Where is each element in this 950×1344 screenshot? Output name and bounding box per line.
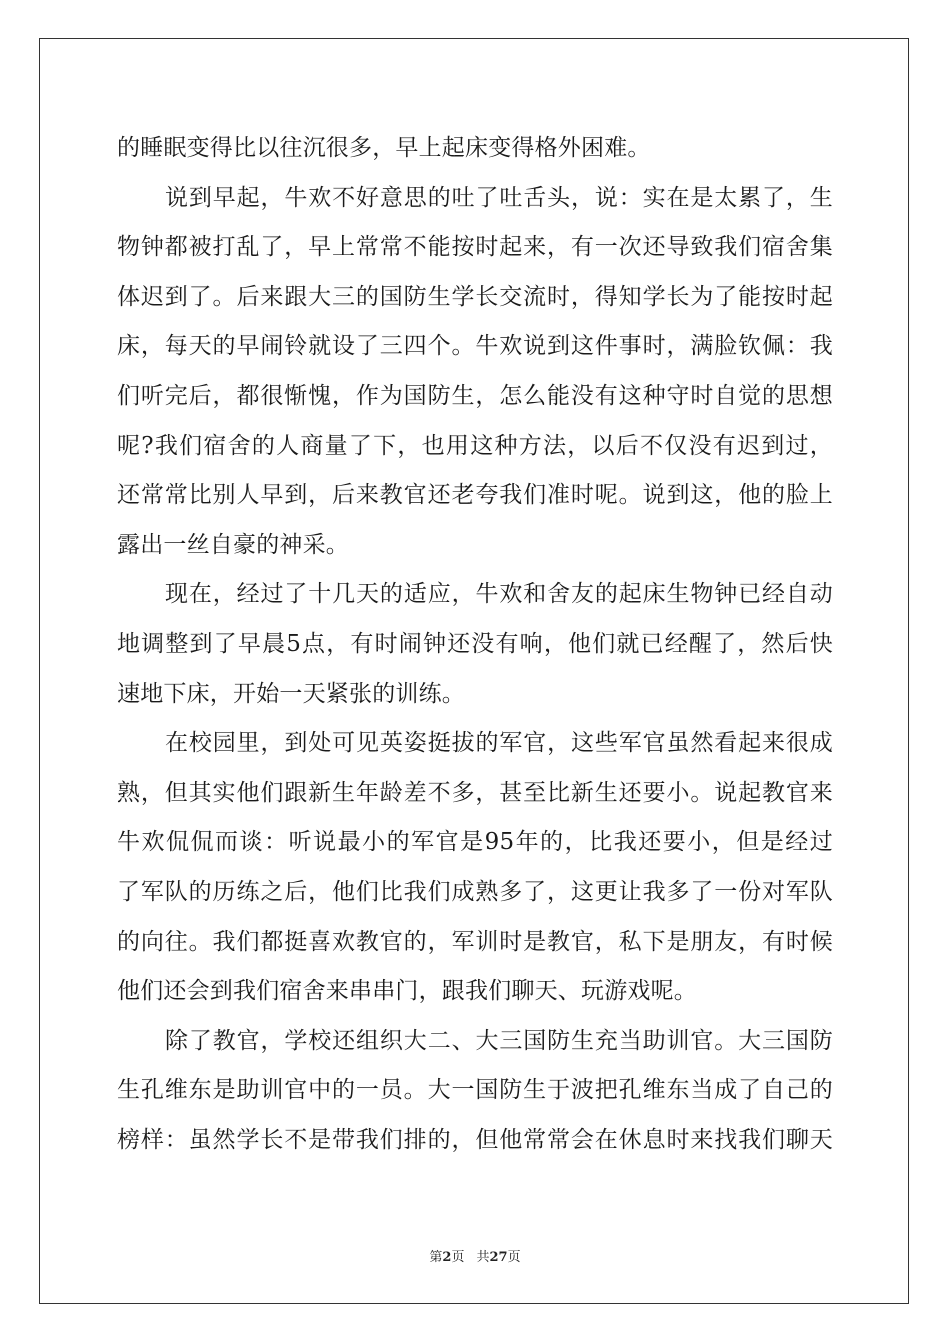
text-line: 的睡眠变得比以往沉很多，早上起床变得格外困难。 — [117, 135, 651, 161]
page-footer — [0, 1246, 950, 1265]
text-line: 体迟到了。后来跟大三的国防生学长交流时，得知学长为了能按时起 — [117, 283, 833, 310]
text-line: 他们还会到我们宿舍来串串门，跟我们聊天、玩游戏呢。 — [117, 978, 697, 1005]
document-body — [117, 124, 833, 1165]
text-line: 呢?我们宿舍的人商量了下，也用这种方法，以后不仅没有迟到过， — [117, 432, 833, 459]
text-line: 熟，但其实他们跟新生年龄差不多，甚至比新生还要小。说起教官来 — [117, 779, 833, 806]
text-line: 牛欢侃侃而谈：听说最小的军官是95年的，比我还要小，但是经过 — [117, 829, 833, 856]
text-line: 床，每天的早闹铃就设了三四个。牛欢说到这件事时，满脸钦佩：我 — [117, 333, 833, 360]
page-prefix: 第 — [429, 1250, 443, 1265]
total-prefix: 共 — [476, 1250, 490, 1265]
text-line: 露出一丝自豪的神采。 — [117, 531, 349, 558]
total-suffix: 页 — [507, 1250, 521, 1265]
text-line: 速地下床，开始一天紧张的训练。 — [117, 680, 465, 707]
text-line: 在校园里，到处可见英姿挺拔的军官，这些军官虽然看起来很成 — [165, 730, 833, 757]
text-line: 物钟都被打乱了，早上常常不能按时起来，有一次还导致我们宿舍集 — [117, 234, 833, 261]
text-line: 榜样：虽然学长不是带我们排的，但他常常会在休息时来找我们聊天 — [117, 1126, 833, 1153]
text-line: 的向往。我们都挺喜欢教官的，军训时是教官，私下是朋友，有时候 — [117, 928, 833, 955]
text-line: 地调整到了早晨5点，有时闹钟还没有响，他们就已经醒了，然后快 — [117, 630, 833, 657]
text-line: 了军队的历练之后，他们比我们成熟多了，这更让我多了一份对军队 — [117, 878, 833, 905]
text-line: 还常常比别人早到，后来教官还老夸我们准时呢。说到这，他的脸上 — [117, 482, 833, 509]
page-current: 2 — [442, 1250, 452, 1265]
page-suffix: 页 — [451, 1250, 465, 1265]
text-line: 现在，经过了十几天的适应，牛欢和舍友的起床生物钟已经自动 — [165, 581, 833, 608]
page-total: 27 — [489, 1250, 508, 1265]
text-line: 说到早起，牛欢不好意思的吐了吐舌头，说：实在是太累了，生 — [165, 184, 833, 211]
text-line: 们听完后，都很惭愧，作为国防生，怎么能没有这种守时自觉的思想 — [117, 382, 833, 409]
text-line: 生孔维东是助训官中的一员。大一国防生于波把孔维东当成了自己的 — [117, 1077, 833, 1104]
text-line: 除了教官，学校还组织大二、大三国防生充当助训官。大三国防 — [165, 1027, 833, 1054]
